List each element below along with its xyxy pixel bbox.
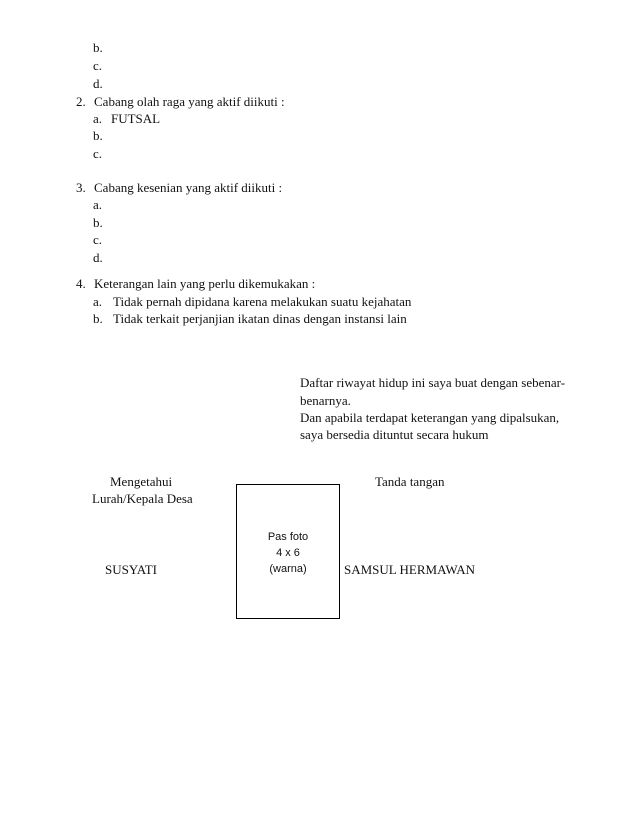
list-item-marker: c. bbox=[93, 146, 103, 161]
section-2-number: 2. bbox=[76, 94, 86, 109]
left-sign-label: Mengetahui bbox=[110, 474, 173, 489]
photo-size: 4 x 6 bbox=[276, 547, 300, 559]
statement-line: benarnya. bbox=[300, 393, 351, 408]
right-sign-name: SAMSUL HERMAWAN bbox=[344, 562, 476, 577]
list-item-text: Tidak terkait perjanjian ikatan dinas dengan instansi lain bbox=[113, 311, 407, 326]
photo-placeholder bbox=[236, 484, 340, 619]
list-item-marker: a. bbox=[93, 111, 103, 126]
list-item-marker: c. bbox=[93, 232, 103, 247]
section-4-title: Keterangan lain yang perlu dikemukakan : bbox=[94, 276, 316, 291]
list-item-marker: d. bbox=[93, 76, 103, 91]
left-sign-role: Lurah/Kepala Desa bbox=[92, 491, 193, 506]
section-3-title: Cabang kesenian yang aktif diikuti : bbox=[94, 180, 283, 195]
list-item-marker: c. bbox=[93, 58, 103, 73]
statement-line: Dan apabila terdapat keterangan yang dipalsukan, bbox=[300, 410, 560, 425]
photo-note: (warna) bbox=[269, 563, 307, 575]
statement-line: saya bersedia dituntut secara hukum bbox=[300, 427, 489, 442]
statement-line: Daftar riwayat hidup ini saya buat dengan sebenar- bbox=[300, 375, 566, 390]
right-sign-label: Tanda tangan bbox=[375, 474, 445, 489]
list-item-marker: b. bbox=[93, 215, 103, 230]
list-item-text: Tidak pernah dipidana karena melakukan suatu kejahatan bbox=[113, 294, 412, 309]
list-item-marker: b. bbox=[93, 311, 103, 326]
section-3-number: 3. bbox=[76, 180, 86, 195]
list-item-marker: b. bbox=[93, 128, 103, 143]
list-item-marker: b. bbox=[93, 40, 103, 55]
list-item-marker: d. bbox=[93, 250, 103, 265]
photo-label: Pas foto bbox=[267, 531, 309, 543]
list-item-marker: a. bbox=[93, 294, 103, 309]
list-item-marker: a. bbox=[93, 197, 103, 212]
section-2-title: Cabang olah raga yang aktif diikuti : bbox=[94, 94, 285, 109]
left-sign-name: SUSYATI bbox=[105, 562, 158, 577]
section-4-number: 4. bbox=[76, 276, 86, 291]
list-item-text: FUTSAL bbox=[111, 111, 161, 126]
